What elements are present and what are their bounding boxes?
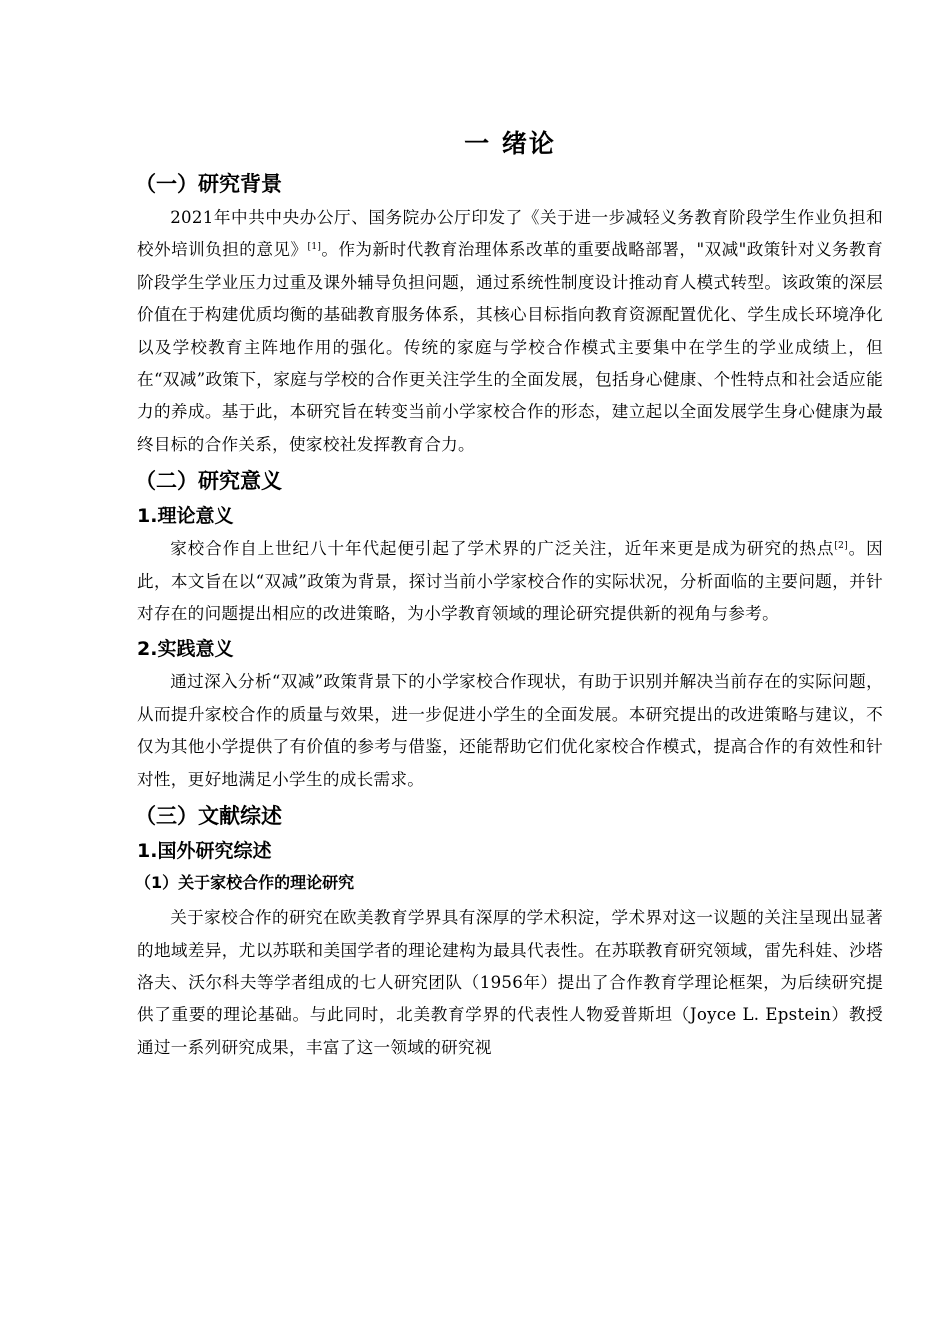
subsubheading-theory-research: （1）关于家校合作的理论研究 <box>135 873 355 893</box>
paragraph-theoretical-significance <box>137 533 883 630</box>
subheading-practical-significance: 2.实践意义 <box>137 638 234 661</box>
paragraph-text: 。作为新时代教育治理体系改革的重要战略部署，"双减"政策针对义务教育阶段学生学业压力过重及课外辅导负担问题，通过系统性制度设计推动育人模式转型。该政策的深层价值在于构建优质均衡的基础教育服务体系，其核心目标指向教育资源配置优化、学生成长环境净化以及学校教育主阵地作用的强化。传统的家庭与学校合作模式主要集中在学生的学业成绩上，但在“双减”政策下，家庭与学校的合作更关注学生的全面发展，包括身心健康、个性特点和社会适应能力的养成。基于此，本研究旨在转变当前小学家校合作的形态，建立起以全面发展学生身心健康为最终目标的合作关系，使家校社发挥教育合力。 <box>137 240 883 454</box>
section-heading-background: （一）研究背景 <box>135 172 282 196</box>
subheading-theoretical-significance: 1.理论意义 <box>137 505 234 528</box>
paragraph-text: 家校合作自上世纪八十年代起便引起了学术界的广泛关注，近年来更是成为研究的热点 <box>170 539 835 559</box>
paragraph-text: 2021年中共中央办公厅、国务院办公厅印发了《关于进一步减轻义务教育阶段学生作业负担和校外培训负担的意见》 <box>137 208 883 260</box>
citation-ref-2: [2] <box>834 541 849 552</box>
paragraph-theory-research: 关于家校合作的研究在欧美教育学界具有深厚的学术积淀，学术界对这一议题的关注呈现出显著的地域差异，尤以苏联和美国学者的理论建构为最具代表性。在苏联教育研究领域，雷先科娃、沙塔洛夫、沃尔科夫等学者组成的七人研究团队（1956年）提出了合作教育学理论框架，为后续研究提供了重要的理论基础。与此同时，北美教育学界的代表性人物爱普斯坦（Joyce L. Epstein）教授通过一系列研究成果，丰富了这一领域的研究视 <box>137 908 883 1057</box>
chapter-title: 一 绪论 <box>464 129 556 158</box>
document-page <box>137 124 883 1066</box>
paragraph-practical-significance: 通过深入分析“双减”政策背景下的小学家校合作现状，有助于识别并解决当前存在的实际问题，从而提升家校合作的质量与效果，进一步促进小学生的全面发展。本研究提出的改进策略与建议，不仅为其他小学提供了有价值的参考与借鉴，还能帮助它们优化家校合作模式，提高合作的有效性和针对性，更好地满足小学生的成长需求。 <box>137 672 883 789</box>
citation-ref-1: [1] <box>307 242 322 253</box>
subheading-foreign-review: 1.国外研究综述 <box>137 840 272 863</box>
section-heading-literature-review: （三）文献综述 <box>135 804 282 829</box>
paragraph-background <box>137 202 883 461</box>
section-heading-significance: （二）研究意义 <box>135 469 282 494</box>
paragraph-text: 。因此，本文旨在以“双减”政策为背景，探讨当前小学家校合作的实际状况，分析面临的主要问题，并针对存在的问题提出相应的改进策略，为小学教育领域的理论研究提供新的视角与参考。 <box>137 539 883 624</box>
